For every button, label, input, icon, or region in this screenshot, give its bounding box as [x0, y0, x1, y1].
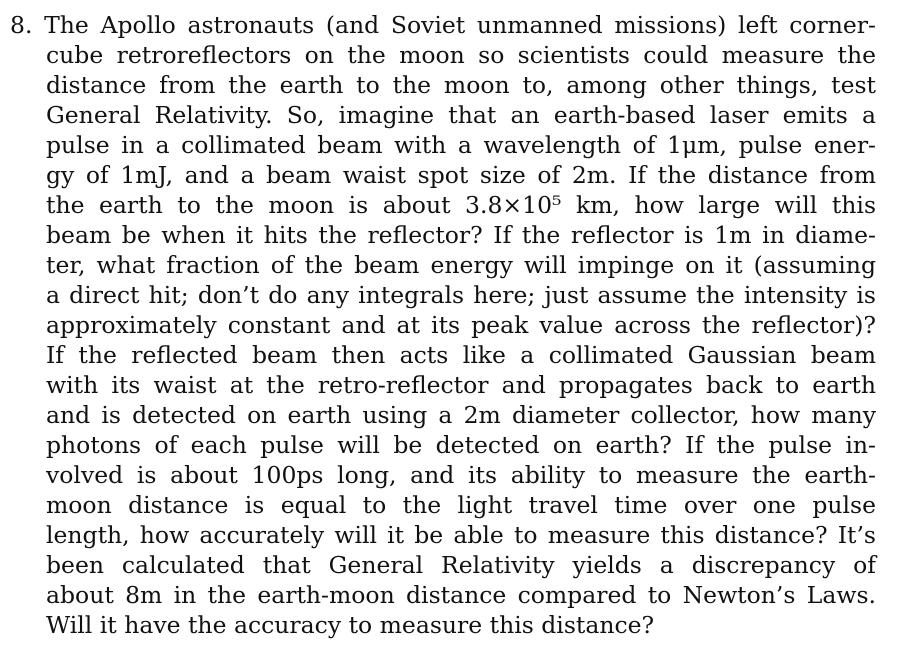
line-1-text: The Apollo astronauts (and Soviet unmanned missions) left corner-	[44, 11, 876, 39]
text-line-11: approximately constant and at its peak value across the reflector)?	[46, 311, 876, 339]
text-line-5: pulse in a collimated beam with a wavelength of 1μm, pulse ener-	[46, 131, 876, 159]
text-line-1	[10, 10, 876, 40]
text-line-17: moon distance is equal to the light travel time over one pulse	[46, 491, 876, 519]
text-line-9: ter, what fraction of the beam energy will impinge on it (assuming	[46, 251, 876, 279]
text-line-19: been calculated that General Relativity yields a discrepancy of	[46, 551, 876, 579]
text-line-12: If the reflected beam then acts like a collimated Gaussian beam	[46, 341, 876, 369]
text-line-3: distance from the earth to the moon to, among other things, test	[46, 71, 876, 99]
text-line-6: gy of 1mJ, and a beam waist spot size of 2m. If the distance from	[46, 161, 876, 189]
text-line-14: and is detected on earth using a 2m diameter collector, how many	[46, 401, 876, 429]
text-line-4: General Relativity. So, imagine that an earth-based laser emits a	[46, 101, 876, 129]
text-line-18: length, how accurately will it be able to measure this distance? It’s	[46, 521, 876, 549]
problem-number: 8.	[10, 11, 33, 39]
problem-text	[10, 10, 876, 640]
text-line-16: volved is about 100ps long, and its ability to measure the earth-	[46, 461, 876, 489]
text-line-7: the earth to the moon is about 3.8×10⁵ km, how large will this	[46, 191, 876, 219]
text-line-10: a direct hit; don’t do any integrals here; just assume the intensity is	[46, 281, 876, 309]
text-line-21: Will it have the accuracy to measure this distance?	[46, 611, 655, 639]
text-line-13: with its waist at the retro-reflector and propagates back to earth	[46, 371, 876, 399]
text-line-20: about 8m in the earth-moon distance compared to Newton’s Laws.	[46, 581, 876, 609]
text-line-2: cube retroreflectors on the moon so scientists could measure the	[46, 41, 876, 69]
text-line-15: photons of each pulse will be detected on earth? If the pulse in-	[46, 431, 876, 459]
text-line-8: beam be when it hits the reflector? If the reflector is 1m in diame-	[46, 221, 876, 249]
